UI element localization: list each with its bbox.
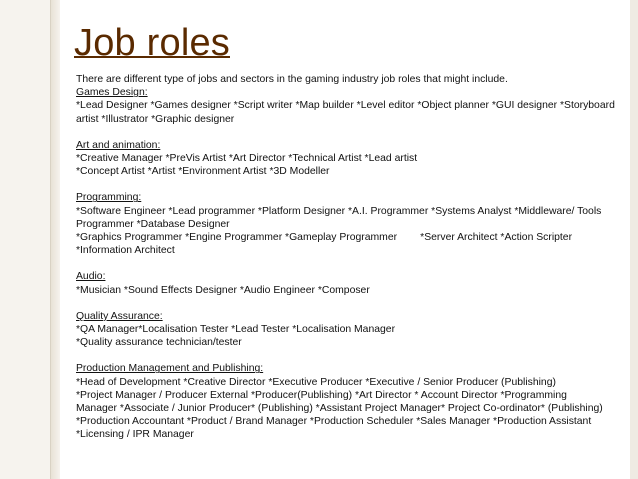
section-heading-audio: Audio:: [76, 271, 106, 283]
section-heading-games-design: Games Design:: [76, 87, 148, 99]
slide-left-border: [50, 0, 60, 479]
section-line: *Head of Development *Creative Director *Executive Producer *Executive / Senior Producer (Publishing): [76, 376, 556, 388]
section-line: *Creative Manager *PreVis Artist *Art Director *Technical Artist *Lead artist: [76, 153, 418, 165]
page-title: Job roles: [74, 22, 230, 64]
section-line: artist *Illustrator *Graphic designer: [76, 113, 235, 125]
slide-body: [76, 73, 632, 442]
section-line: *Concept Artist *Artist *Environment Artist *3D Modeller: [76, 166, 330, 178]
section-line: Programmer *Database Designer: [76, 218, 230, 230]
section-line: *QA Manager*Localisation Tester *Lead Tester *Localisation Manager: [76, 324, 396, 336]
section-line: *Graphics Programmer *Engine Programmer *Gameplay Programmer *Server Architect *Action Scripter: [76, 232, 573, 244]
section-heading-programming: Programming:: [76, 192, 142, 204]
section-line: *Quality assurance technician/tester: [76, 337, 242, 349]
section-line: *Licensing / IPR Manager: [76, 429, 194, 441]
section-line: Manager *Associate / Junior Producer* (Publishing) *Assistant Project Manager* Project Co-ordinator* (Publishing): [76, 403, 603, 415]
intro-text: There are different type of jobs and sectors in the gaming industry job roles that might include.: [76, 74, 508, 85]
section-line: *Project Manager / Producer External *Producer(Publishing) *Art Director * Account Director *Programming: [76, 389, 567, 401]
section-line: *Information Architect: [76, 245, 175, 257]
section-line: *Production Accountant *Product / Brand Manager *Production Scheduler *Sales Manager *Production Assistant: [76, 416, 592, 428]
section-heading-production: Production Management and Publishing:: [76, 363, 264, 375]
section-line: *Software Engineer *Lead programmer *Platform Designer *A.I. Programmer *Systems Analyst *Middleware/ Tools: [76, 205, 602, 217]
section-line: *Lead Designer *Games designer *Script writer *Map builder *Level editor *Object planner *GUI designer *Storyboard: [76, 100, 615, 112]
section-line: *Musician *Sound Effects Designer *Audio Engineer *Composer: [76, 284, 370, 296]
section-heading-quality-assurance: Quality Assurance:: [76, 310, 163, 322]
section-heading-art-animation: Art and animation:: [76, 139, 161, 151]
slide-left-margin: [0, 0, 50, 479]
